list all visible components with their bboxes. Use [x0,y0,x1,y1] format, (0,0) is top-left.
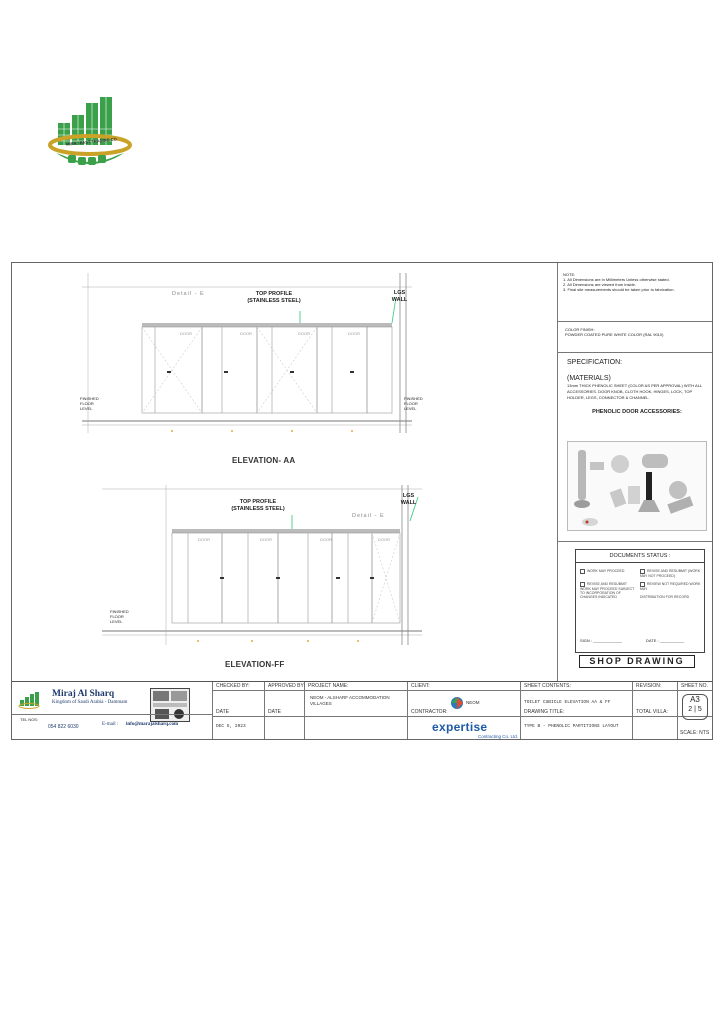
contractor-label: CONTRACTOR: [411,709,448,715]
checked-by-label: CHECKED BY: [216,683,250,689]
finished-floor-label-ff: FINISHED FLOOR LEVEL [110,609,129,624]
drawing-title-value: TYPE B - PHENOLIC PARTITIONS LAYOUT [524,724,619,729]
company-logo [44,95,136,175]
accessories-title: PHENOLIC DOOR ACCESSORIES: [592,409,682,415]
elevation-aa-drawing [82,273,412,443]
company-location: Kingdom of Saudi Arabia - Dammam [52,700,128,705]
sheet-contents-value: TOILET CUBICLE ELEVATION AA & FF [524,700,611,705]
status-option-proceed[interactable]: WORK MAY PROCEED [580,569,638,574]
accessories-image [567,441,707,531]
elevation-ff-title: ELEVATION-FF [225,660,285,669]
elevation-aa-title: ELEVATION- AA [232,456,296,465]
drawing-title-label: DRAWING TITLE: [524,709,565,715]
door-label-aa-1: DOOR [180,331,192,336]
status-option-resubmit-not-proceed[interactable]: REVISE AND RESUBMIT (WORK MAY NOT PROCEED) [640,569,701,578]
finished-floor-label-aa-right: FINISHED FLOOR LEVEL [404,396,423,411]
checkbox[interactable] [580,569,585,574]
door-label-aa-2: DOOR [240,331,252,336]
notes-block [563,272,709,292]
stamp-image [150,688,190,722]
email-label: E-mail : [102,722,119,727]
detail-e-label-ff: Detail - E [352,513,385,519]
door-label-ff-3: DOOR [320,537,332,542]
revision-label: REVISION: [636,683,662,689]
finished-floor-label-aa-left: FINISHED FLOOR LEVEL [80,396,99,411]
materials-title: (MATERIALS) [567,375,611,382]
top-profile-label-aa: TOP PROFILE (STAINLESS STEEL) [247,291,301,304]
logo-ring-text: MIRAJ EAST TRADING CO. [65,136,119,147]
materials-text: 13mm THICK PHENOLIC SHEET (COLOR AS PER APPROVAL) WITH ALL ACCESSORIES. DOOR KNOB, CLOTH HOOK, HINGES, LOCK, TOP HOLDER, LEGS, CONNECTOR & CHANNEL. [567,383,702,400]
documents-status-box [575,549,705,653]
date-line: DATE : ___________ [646,638,685,643]
client-logo: NEOM [450,696,496,710]
client-label: CLIENT: [411,683,430,689]
door-label-aa-3: DOOR [298,331,310,336]
sign-line: SIGN : _____________ [580,638,623,643]
door-label-ff-1: DOOR [198,537,210,542]
specification-title: SPECIFICATION: [567,359,623,366]
email-value[interactable]: info@marajalsharq.com [126,722,179,727]
date-label: DATE [216,709,229,715]
drawing-sheet [11,262,713,740]
elevation-ff-drawing [102,485,422,655]
sheet-contents-label: SHEET CONTENTS: [524,683,571,689]
color-finish-label: COLOR FINISH: [565,327,595,332]
sheet-no-label: SHEET NO. [681,683,708,689]
lgs-wall-label-ff: LGS WALL [400,493,417,506]
contractor-logo: expertise Contracting Co. Ltd. [432,720,518,739]
note-3: 3. Final site measurements should be taken prior to fabrication. [563,287,675,292]
door-label-aa-4: DOOR [348,331,360,336]
shop-drawing-stamp: SHOP DRAWING [579,655,695,668]
project-name-value: NEOM - ALSHARF ACCOMMODATION VILLAGES [310,695,390,706]
title-block [12,682,712,739]
sheet-number-badge: A3 2 | 5 [682,694,708,720]
detail-e-label-aa: Detail - E [172,291,205,297]
specification-block [567,359,707,415]
door-label-ff-4: DOOR [378,537,390,542]
approved-by-label: APPROVED BY: [268,683,305,689]
lgs-wall-label-aa: LGS WALL [391,290,408,303]
total-villa-label: TOTAL VILLA: [636,709,668,715]
color-finish-value: POWDER COATED PURE WHITE COLOR (RAL 9010) [565,332,664,337]
color-finish-block [565,327,709,337]
note-1: 1. All Dimensions are in Millimeters Unless otherwise stated. [563,277,670,282]
note-2: 2. All Dimensions are viewed from inside. [563,282,636,287]
tel-number: 054 822 6030 [48,724,79,730]
tel-label: TEL NOS: [20,717,39,722]
project-name-label: PROJECT NAME: [308,683,349,689]
title-logo [18,692,40,710]
date-label-2: DATE [268,709,281,715]
top-profile-label-ff: TOP PROFILE (STAINLESS STEEL) [231,499,285,512]
status-option-distribution[interactable]: DISTRIBUTION FOR RECORD [640,595,690,599]
notes-heading: NOTE: [563,272,576,277]
door-label-ff-2: DOOR [260,537,272,542]
company-name: Miraj Al Sharq [52,689,115,699]
status-option-resubmit-proceed[interactable]: REVISE AND RESUBMIT WORK MAY PROCEED SUBJECT TO INCORPORATION OF CHANGES INDICATED [580,582,635,599]
scale-label: SCALE: NTS [680,730,710,736]
date-value: DEC 5, 2023 [216,724,246,729]
status-option-review-not-required[interactable]: REVIEW NOT REQUIRED WORK MAY [640,582,701,591]
documents-status-title: DOCUMENTS STATUS : [609,553,671,559]
